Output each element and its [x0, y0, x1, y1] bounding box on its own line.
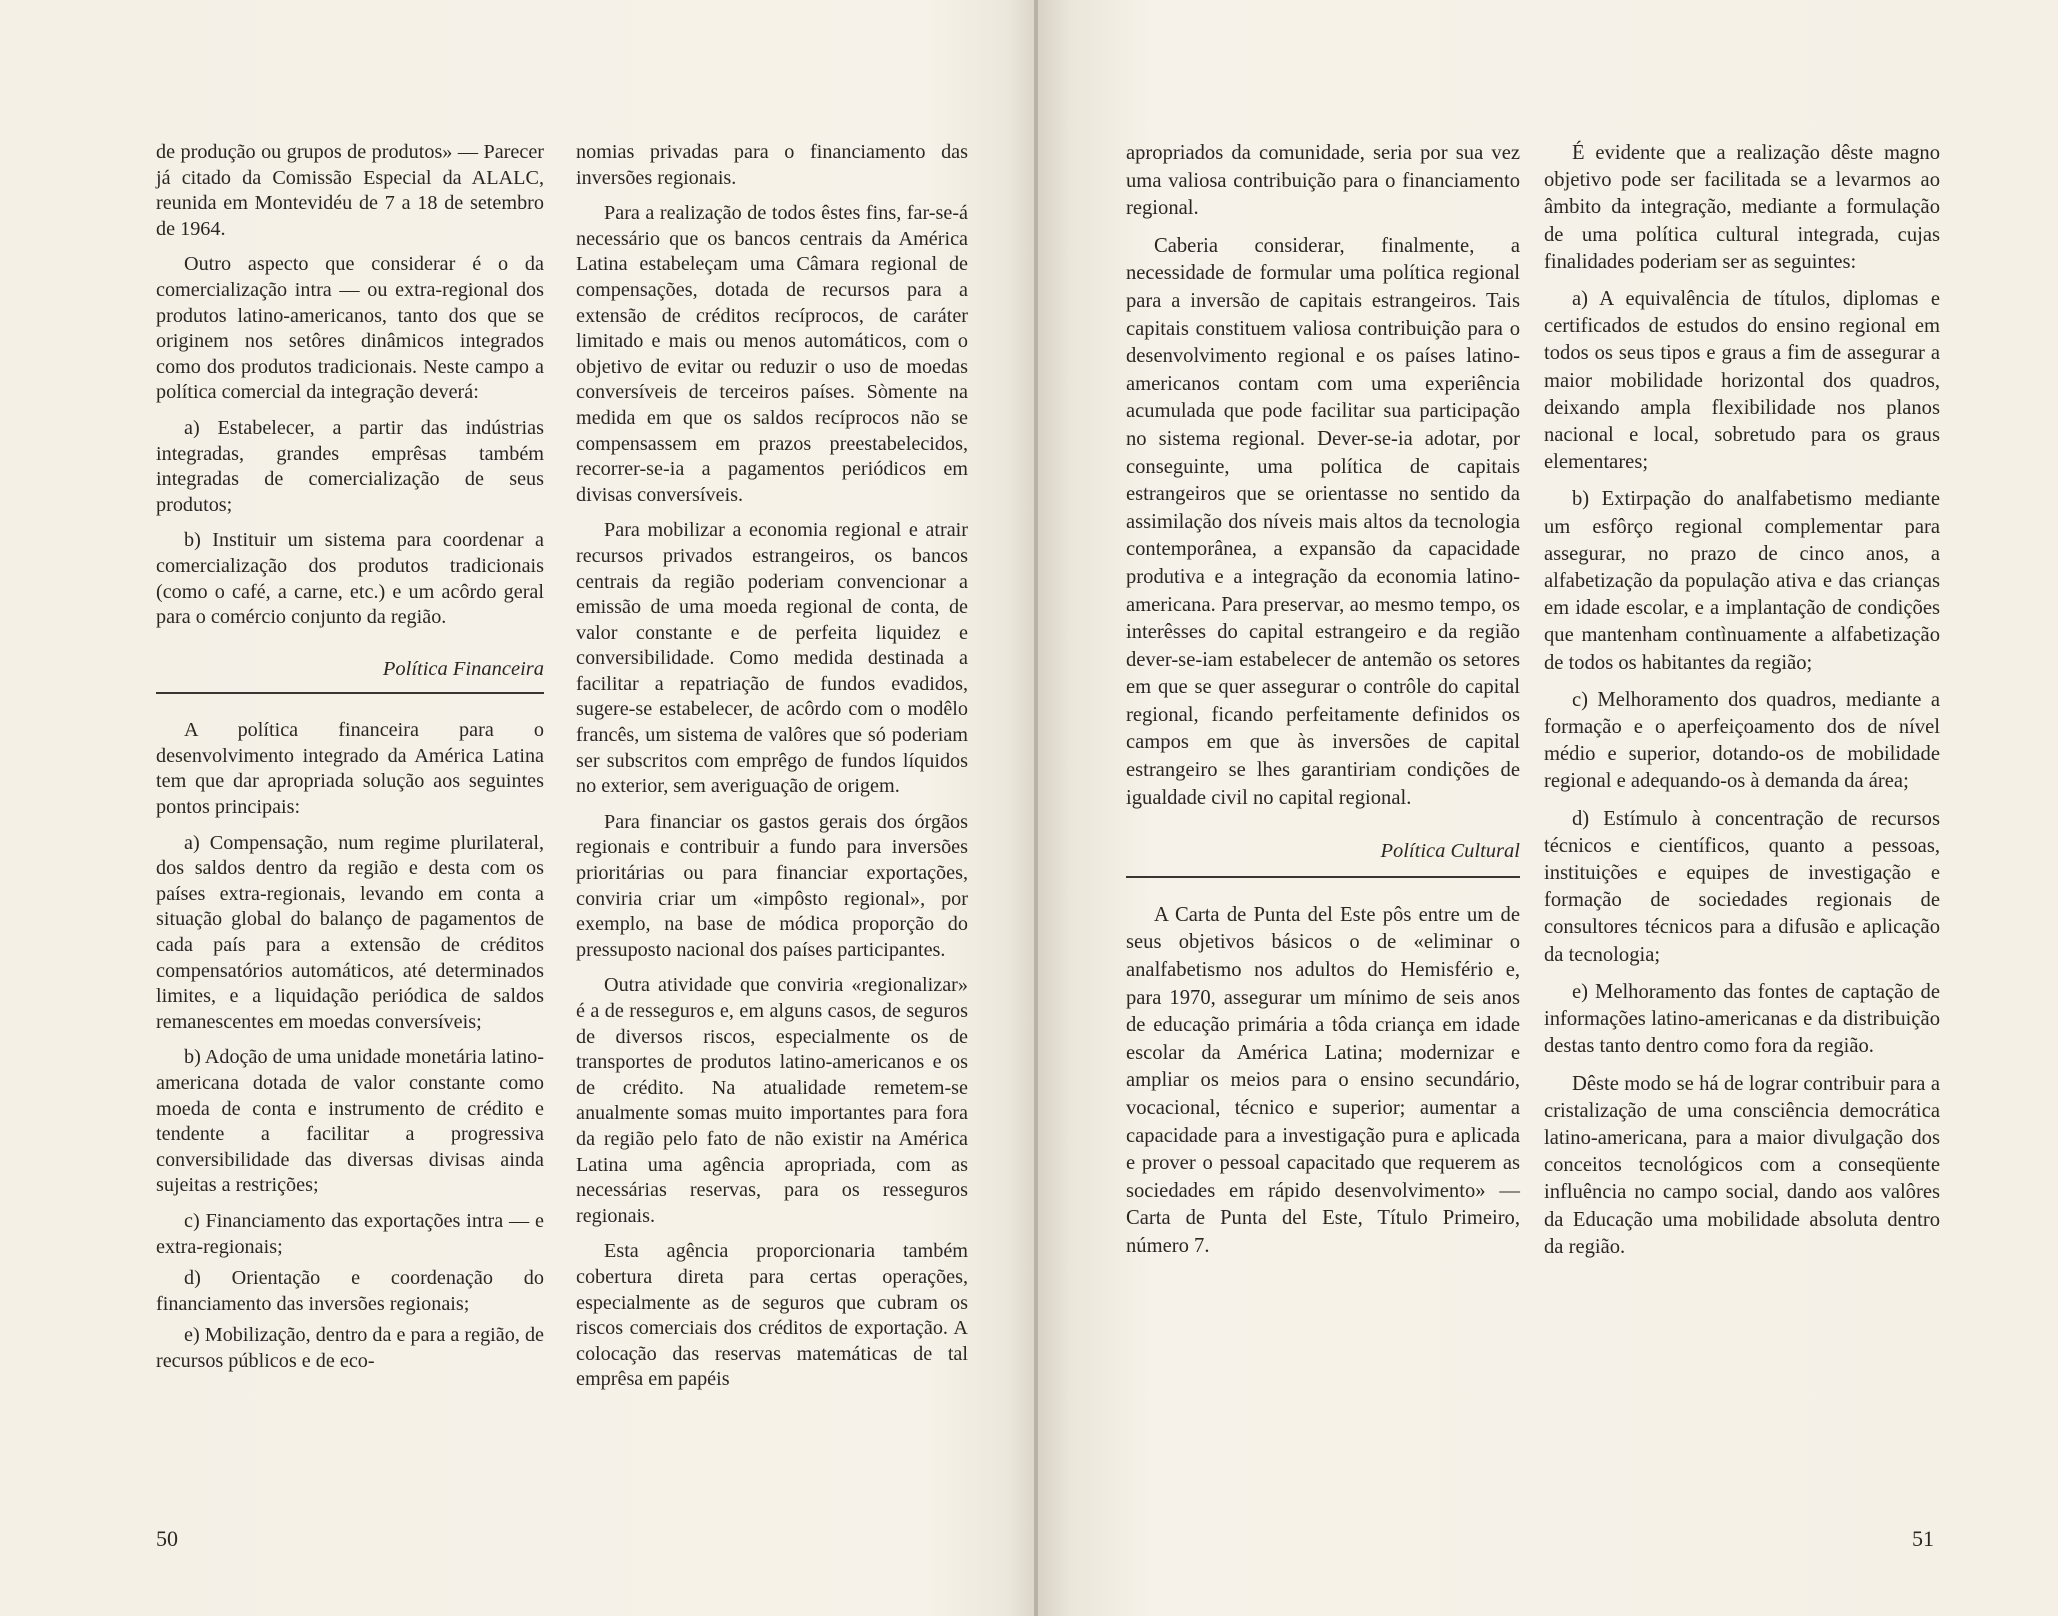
paragraph: Esta agência proporcionaria também cobertura direta para certas operações, especialmente as de seguros que cubram os riscos comerciais dos créditos de exportação. A colocação das reservas matemáticas de tal emprêsa em papéis [576, 1240, 968, 1391]
right-page-column-1 [1126, 140, 1520, 1271]
list-item: a) Compensação, num regime plurilateral, dos saldos dentro da região e desta com os países extra-regionais, levando em conta a situação global do balanço de pagamentos de cada país para a extensão de créditos compensatórios automáticos, até determinados limites, e a liquidação periódica de saldos remanescentes em moedas conversíveis; [156, 831, 544, 1033]
right-page-column-2 [1544, 140, 1940, 1271]
left-page-column-1 [156, 140, 544, 1385]
paragraph: nomias privadas para o financiamento das inversões regionais. [576, 141, 968, 189]
list-item: e) Melhoramento das fontes de captação de informações latino-americanas e da distribuição destas tanto dentro como fora da região. [1544, 980, 1940, 1058]
section-rule [156, 692, 544, 694]
paragraph: Caberia considerar, finalmente, a necessidade de formular uma política regional para a inversão de capitais estrangeiros. Tais capitais constituem valiosa contribuição para o desenvolvimento regional e os países latino-americanos contam com uma experiência acumulada que pode facilitar sua participação no sistema regional. Dever-se-ia adotar, por conseguinte, uma política de capitais estrangeiros que se orientasse no sentido da assimilação dos níveis mais altos da tecnologia contemporânea, a expansão da capacidade produtiva e a integração da economia latino-americana. Para preservar, ao mesmo tempo, os interêsses do capital estrangeiro e da região dever-se-iam estabelecer de antemão os setores em que se quer assegurar o contrôle do capital regional, ficando perfeitamente definidos os campos em que às inversões de capital estrangeiro se lhes garantiriam condições de igualdade civil no capital regional. [1126, 234, 1520, 809]
list-item: d) Estímulo à concentração de recursos técnicos e científicos, quanto a pessoas, instituições e equipes de investigação e formação de sociedades regionais de consultores técnicos para a difusão e aplicação da tecnologia; [1544, 807, 1940, 966]
page-number-right: 51 [1912, 1526, 1934, 1551]
list-item: d) Orientação e coordenação do financiamento das inversões regionais; [156, 1267, 544, 1315]
list-item: a) Estabelecer, a partir das indústrias integradas, grandes emprêsas também integradas de comercialização de seus produtos; [156, 416, 544, 516]
paragraph: A política financeira para o desenvolvimento integrado da América Latina tem que dar apropriada solução aos seguintes pontos principais: [156, 719, 544, 819]
section-heading: Política Cultural [1380, 840, 1520, 863]
paragraph: Outro aspecto que considerar é o da comercialização intra — ou extra-regional dos produtos latino-americanos, tanto dos que se originem nos setôres dinâmicos integrados como dos produtos tradicionais. Neste campo a política comercial da integração deverá: [156, 253, 544, 404]
list-item: a) A equivalência de títulos, diplomas e certificados de estudos do ensino regional em todos os seus tipos e graus a fim de assegurar a maior mobilidade horizontal dos quadros, deixando ampla flexibilidade nos planos nacional e local, sobretudo para os graus elementares; [1544, 288, 1940, 474]
section-heading: Política Financeira [382, 657, 544, 680]
page-number-left: 50 [156, 1526, 178, 1551]
book-gutter [1034, 0, 1038, 1616]
list-item: b) Instituir um sistema para coordenar a comercialização dos produtos tradicionais (como o café, a carne, etc.) e um acôrdo geral para o comércio conjunto da região. [156, 529, 544, 629]
paragraph: apropriados da comunidade, seria por sua vez uma valiosa contribuição para o financiamento regional. [1126, 142, 1520, 220]
paragraph: Para a realização de todos êstes fins, far-se-á necessário que os bancos centrais da América Latina estabeleçam uma Câmara regional de compensações, dotada de recursos para a extensão de créditos recíprocos, de caráter limitado e mais ou menos automáticos, com o objetivo de evitar ou reduzir o uso de moedas conversíveis de terceiros países. Sòmente na medida em que os saldos recíprocos não se compensassem em prazos preestabelecidos, recorrer-se-ia a pagamentos periódicos em divisas conversíveis. [576, 202, 968, 506]
paragraph: É evidente que a realização dêste magno objetivo pode ser facilitada se a levarmos ao âmbito da integração, mediante a formulação de uma política cultural integrada, cujas finalidades poderiam ser as seguintes: [1544, 142, 1940, 273]
paragraph: Para financiar os gastos gerais dos órgãos regionais e contribuir a fundo para inversões prioritárias ou para financiar exportações, conviria criar um «impôsto regional», por exemplo, na base de módica proporção do pressuposto nacional dos países participantes. [576, 810, 968, 961]
paragraph: de produção ou grupos de produtos» — Parecer já citado da Comissão Especial da ALALC, reunida em Montevidéu de 7 a 18 de setembro de 1964. [156, 141, 544, 240]
list-item: e) Mobilização, dentro da e para a região, de recursos públicos e de eco- [156, 1324, 544, 1372]
paragraph: Dêste modo se há de lograr contribuir para a cristalização de uma consciência democrática latino-americana, para a maior divulgação dos conceitos tecnológicos com a conseqüente influência no campo social, dando aos valôres da Educação uma mobilidade absoluta dentro da região. [1544, 1072, 1940, 1258]
section-rule [1126, 876, 1520, 878]
paragraph: Para mobilizar a economia regional e atrair recursos privados estrangeiros, os bancos centrais da região poderiam convencionar a emissão de uma moeda regional de conta, de valor constante e de perfeita liquidez e conversibilidade. Como medida destinada a facilitar a repatriação de fundos evadidos, sugere-se estabelecer, de acôrdo com o modêlo francês, um sistema de valôres que só poderiam ser subscritos com emprêgo de fundos líquidos no exterior, sem averiguação de origem. [576, 519, 968, 798]
left-page-column-2 [576, 140, 968, 1403]
paragraph: A Carta de Punta del Este pôs entre um de seus objetivos básicos o de «eliminar o analfabetismo nos adultos do Hemisfério e, para 1970, assegurar um mínimo de seis anos de educação primária a tôda criança em idade escolar da América Latina; modernizar e ampliar os meios para o ensino secundário, vocacional, técnico e superior; aumentar a capacidade para a investigação pura e aplicada e prover o pessoal capacitado que requerem as sociedades em rápido desenvolvimento» — Carta de Punta del Este, Título Primeiro, número 7. [1126, 903, 1520, 1257]
list-item: b) Adoção de uma unidade monetária latino-americana dotada de valor constante como moeda de conta e instrumento de crédito e tendente a facilitar a progressiva conversibilidade das diversas divisas ainda sujeitas a restrições; [156, 1046, 544, 1197]
list-item: c) Financiamento das exportações intra — e extra-regionais; [156, 1209, 544, 1258]
paragraph: Outra atividade que conviria «regionalizar» é a de resseguros e, em alguns casos, de seguros de diversos riscos, especialmente os de transportes de produtos latino-americanos e os de crédito. Na atualidade remetem-se anualmente somas muito importantes para fora da região pelo fato de não existir na América Latina uma agência apropriada, com as necessárias reservas, para os resseguros regionais. [576, 974, 968, 1227]
list-item: c) Melhoramento dos quadros, mediante a formação e o aperfeiçoamento dos de nível médio e superior, dotando-os de mobilidade regional e adequando-os à demanda da área; [1544, 688, 1940, 793]
list-item: b) Extirpação do analfabetismo mediante um esfôrço regional complementar para assegurar, no prazo de cinco anos, a alfabetização da população ativa e das crianças em idade escolar, e a implantação de condições que mantenham contìnuamente a alfabetização de todos os habitantes da região; [1544, 488, 1940, 674]
